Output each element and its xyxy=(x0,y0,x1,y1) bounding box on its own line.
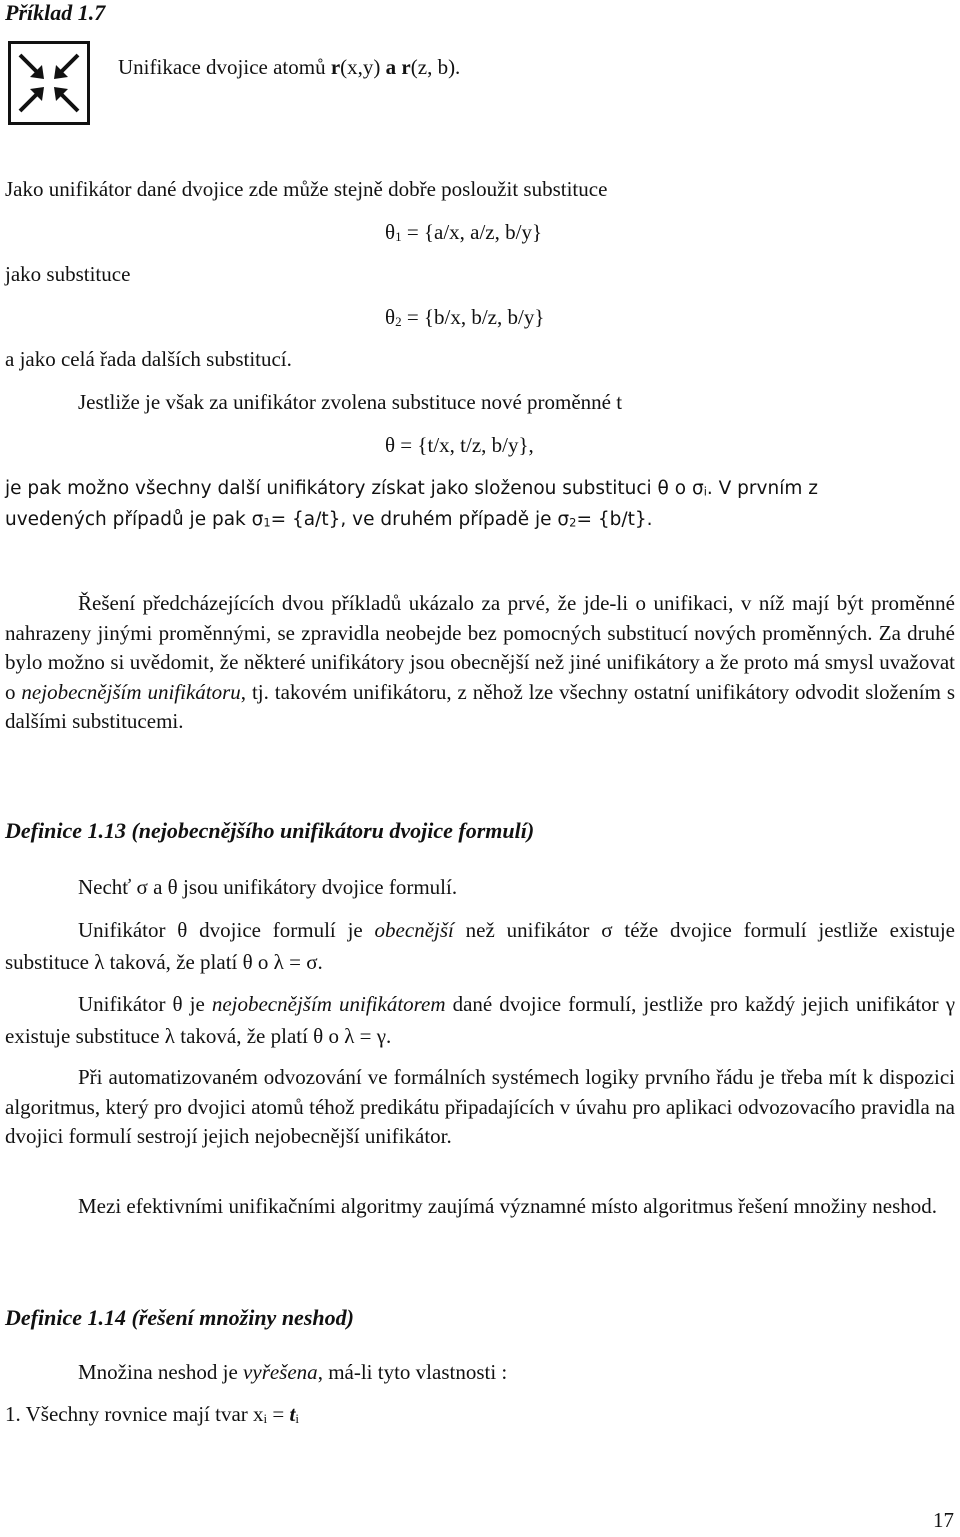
definition-114-heading: Definice 1.14 (řešení množiny neshod) xyxy=(5,1305,354,1330)
definition-113-premise: Nechť σ a θ jsou unifikátory dvojice formulí. xyxy=(78,875,458,899)
theta-formula: θ = {t/x, t/z, b/y}, xyxy=(385,433,534,457)
example-heading: Příklad 1.7 xyxy=(5,0,106,25)
algorithm-paragraph: Mezi efektivními unifikačními algoritmy zaujímá významné místo algoritmus řešení množiny neshod. xyxy=(78,1194,938,1218)
definition-114-premise: Množina neshod je vyřešena, má-li tyto vlastnosti : xyxy=(78,1360,508,1384)
as-substitution-line: jako substituce xyxy=(5,262,131,286)
intro-line: Jako unifikátor dané dvojice zde může stejně dobře posloužit substituce xyxy=(5,177,608,201)
converging-arrows-icon xyxy=(8,41,90,125)
other-substitutions-line: a jako celá řada dalších substitucí. xyxy=(5,347,292,371)
new-variable-line: Jestliže je však za unifikátor zvolena substituce nové proměnné t xyxy=(78,390,623,414)
composition-line-2: uvedených případů je pak $\sigma_1= \{a/t\}$, ve druhém případě je $\sigma_2= \{b/t\}$. xyxy=(5,509,653,530)
automation-paragraph: Při automatizovaném odvozování ve formálních systémech logiky prvního řádu je třeba mít k dispozici algoritmus, který pro dvojici atomů téhož predikátu připadajících v úvahu pro aplikaci odvozovacího pravidla na dvojici formulí sestrojí jejich nejobecnější unifikátor. xyxy=(5,1065,955,1148)
discussion-paragraph: Řešení předcházejících dvou příkladů ukázalo za prvé, že jde-li o unifikaci, v níž mají být proměnné nahrazeny jinými proměnnými, se zpravidla neobejde bez pomocných substitucí nových proměnných. Za druhé bylo možno si uvědomit, že některé unifikátory jsou obecnější než jiné unifikátory a že proto má smysl uvažovat o nejobecnějším unifikátoru, tj. takovém unifikátoru, z něhož lze všechny ostatní unifikátory odvodit složením s dalšími substitucemi. xyxy=(5,591,955,733)
theta2-formula: $\theta_2 = \{b/x$, b/z, b/y} xyxy=(385,305,545,329)
definition-113-most-general: Unifikátor θ je nejobecnějším unifikátorem dané dvojice formulí, jestliže pro každý jejich unifikátor γ existuje substituce λ taková, že platí θ o λ = γ. xyxy=(5,992,955,1048)
theta1-formula: $\theta_1 = \{a/x$, a/z, b/y} xyxy=(385,220,543,244)
definition-114-item-1: 1. Všechny rovnice mají tvar $x_i = t_i$ xyxy=(5,1402,299,1426)
composition-line-1: je pak možno všechny další unifikátory získat jako složenou substituci θ o $\sigma_i$. V prvním z xyxy=(5,478,818,499)
page-number: 17 xyxy=(933,1508,954,1532)
example-task: Unifikace dvojice atomů r(x,y) a r(z, b). xyxy=(118,55,461,79)
definition-113-heading: Definice 1.13 (nejobecnějšího unifikátoru dvojice formulí) xyxy=(5,818,535,843)
definition-113-more-general: Unifikátor θ dvojice formulí je obecnější než unifikátor σ téže dvojice formulí jestliže existuje substituce λ taková, že platí θ o λ = σ. xyxy=(5,918,955,974)
